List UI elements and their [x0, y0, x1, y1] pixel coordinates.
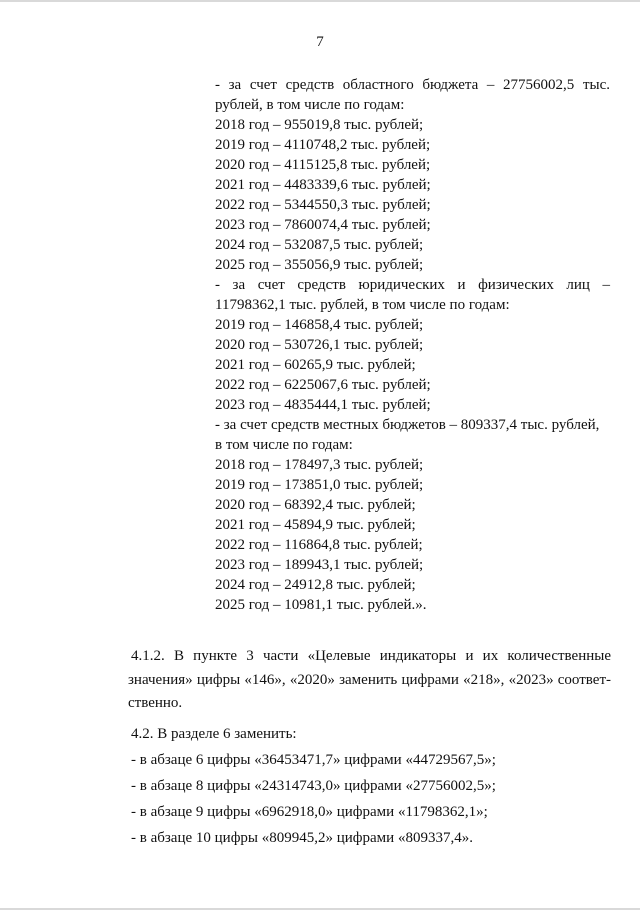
list-item: 2021 год – 4483339,6 тыс. рублей;: [215, 177, 431, 193]
list-item: 2018 год – 955019,8 тыс. рублей;: [215, 117, 424, 133]
section-4-1-2-line3: ственно.: [128, 695, 183, 711]
list-item: 2021 год – 45894,9 тыс. рублей;: [215, 517, 416, 533]
funding-list: [215, 75, 610, 615]
section-4-1-2-line1: 4.1.2. В пункте 3 части «Целевые индикаторы и их количественные: [131, 648, 611, 664]
section-4-2-heading: 4.2. В разделе 6 заменить:: [131, 726, 297, 742]
list-item: - в абзаце 6 цифры «36453471,7» цифрами «44729567,5»;: [131, 752, 496, 768]
list-item: 2021 год – 60265,9 тыс. рублей;: [215, 357, 416, 373]
list-item: 2023 год – 4835444,1 тыс. рублей;: [215, 397, 431, 413]
list-item: 2019 год – 173851,0 тыс. рублей;: [215, 477, 424, 493]
list-item: 2024 год – 24912,8 тыс. рублей;: [215, 577, 416, 593]
list-item: 2025 год – 10981,1 тыс. рублей.».: [215, 597, 427, 613]
list-item: 2023 год – 189943,1 тыс. рублей;: [215, 557, 424, 573]
legal-entities-intro-cont: 11798362,1 тыс. рублей, в том числе по годам:: [215, 297, 510, 313]
regional-budget-intro-cont: рублей, в том числе по годам:: [215, 97, 405, 113]
scan-top-edge: [0, 0, 640, 2]
section-4-1-2: [128, 645, 611, 716]
list-item: - в абзаце 9 цифры «6962918,0» цифрами «11798362,1»;: [131, 804, 488, 820]
list-item: 2025 год – 355056,9 тыс. рублей;: [215, 257, 424, 273]
list-item: 2019 год – 146858,4 тыс. рублей;: [215, 317, 424, 333]
list-item: 2023 год – 7860074,4 тыс. рублей;: [215, 217, 431, 233]
list-item: 2022 год – 6225067,6 тыс. рублей;: [215, 377, 431, 393]
list-item: 2022 год – 5344550,3 тыс. рублей;: [215, 197, 431, 213]
list-item: - в абзаце 8 цифры «24314743,0» цифрами «27756002,5»;: [131, 778, 496, 794]
regional-budget-intro: - за счет средств областного бюджета – 27756002,5 тыс.: [215, 77, 610, 93]
list-item: 2024 год – 532087,5 тыс. рублей;: [215, 237, 424, 253]
local-budgets-intro-cont: в том числе по годам:: [215, 437, 353, 453]
section-4-1-2-line2: значения» цифры «146», «2020» заменить цифрами «218», «2023» соответ-: [128, 671, 611, 688]
list-item: 2018 год – 178497,3 тыс. рублей;: [215, 457, 424, 473]
list-item: - в абзаце 10 цифры «809945,2» цифрами «809337,4».: [131, 830, 473, 846]
local-budgets-intro: - за счет средств местных бюджетов – 809337,4 тыс. рублей,: [215, 417, 600, 433]
page-number: 7: [316, 34, 324, 50]
legal-entities-intro: - за счет средств юридических и физических лиц –: [215, 277, 610, 293]
list-item: 2019 год – 4110748,2 тыс. рублей;: [215, 137, 431, 153]
list-item: 2020 год – 530726,1 тыс. рублей;: [215, 337, 424, 353]
list-item: 2022 год – 116864,8 тыс. рублей;: [215, 537, 423, 553]
list-item: 2020 год – 4115125,8 тыс. рублей;: [215, 157, 431, 173]
list-item: 2020 год – 68392,4 тыс. рублей;: [215, 497, 416, 513]
section-4-2: [131, 721, 611, 851]
